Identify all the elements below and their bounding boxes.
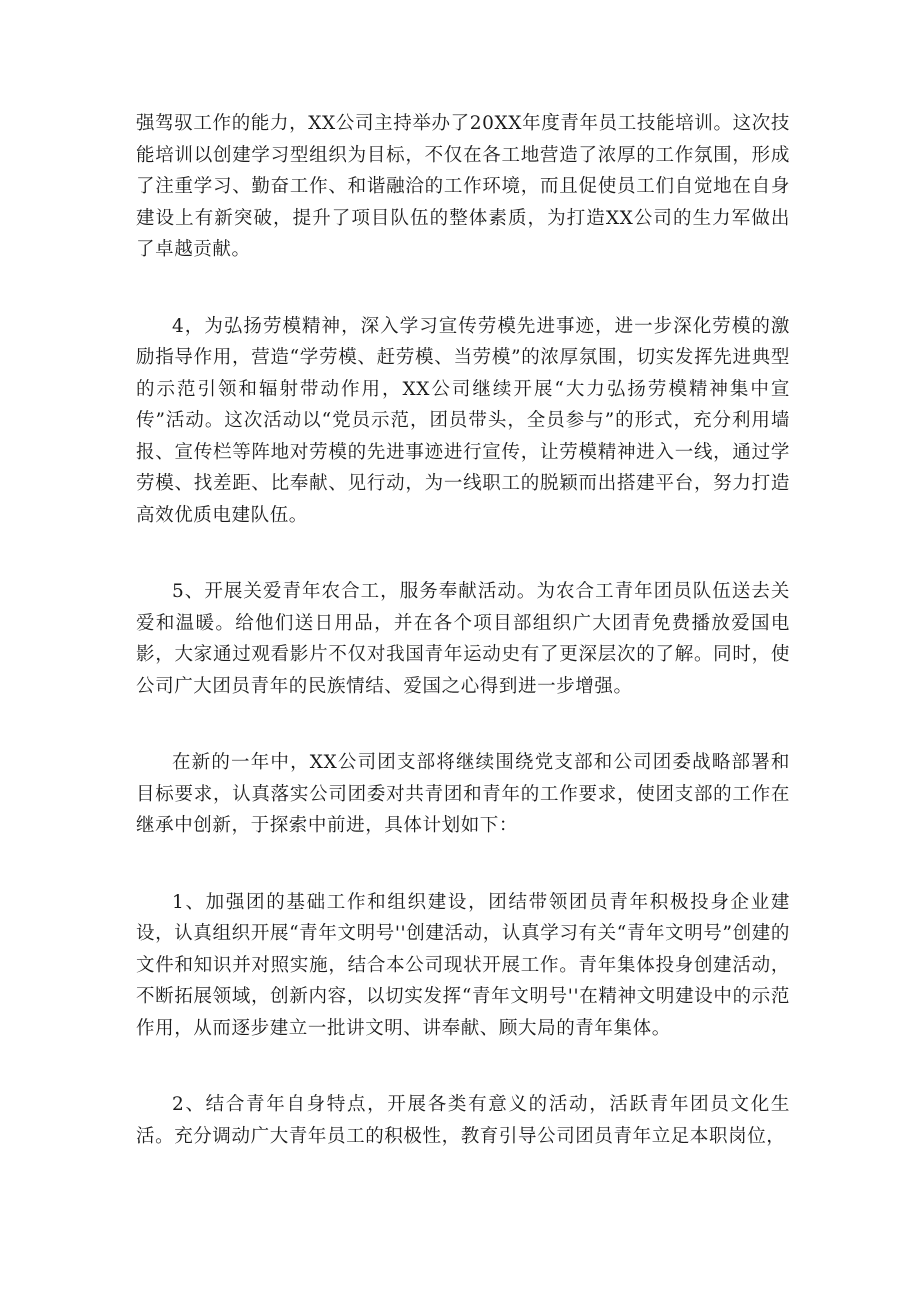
paragraph-item-5: 5、开展关爱青年农合工，服务奉献活动。为农合工青年团员队伍送去关爱和温暖。给他们送日用品，并在各个项目部组织广大团青免费播放爱国电影，大家通过观看影片不仅对我国青年运动史有了更深层次的了解。同时，使公司广大团员青年的民族情结、爱国之心得到进一步增强。 [136, 581, 790, 697]
paragraph-plan-1: 1、加强团的基础工作和组织建设，团结带领团员青年积极投身企业建设，认真组织开展“青年文明号''创建活动，认真学习有关“青年文明号”创建的文件和知识并对照实施，结合本公司现状开展工作。青年集体投身创建活动，不断拓展领域，创新内容，以切实发挥“青年文明号''在精神文明建设中的示范作用，从而逐步建立一批讲文明、讲奉献、顾大局的青年集体。 [136, 891, 790, 1039]
paragraph-new-year-plan: 在新的一年中，XX公司团支部将继续围绕党支部和公司团委战略部署和目标要求，认真落实公司团委对共青团和青年的工作要求，使团支部的工作在继承中创新，于探索中前进，具体计划如下： [136, 752, 790, 836]
document-body [136, 108, 790, 1152]
paragraph-item-4: 4，为弘扬劳模精神，深入学习宣传劳模先进事迹，进一步深化劳模的激励指导作用，营造“学劳模、赶劳模、当劳模”的浓厚氛围，切实发挥先进典型的示范引领和辐射带动作用，XX公司继续开展“大力弘扬劳模精神集中宣传”活动。这次活动以“党员示范，团员带头，全员参与”的形式，充分利用墙报、宣传栏等阵地对劳模的先进事迹进行宣传，让劳模精神进入一线，通过学劳模、找差距、比奉献、见行动，为一线职工的脱颖而出搭建平台，努力打造高效优质电建队伍。 [136, 315, 790, 526]
paragraph-continuation: 强驾驭工作的能力，XX公司主持举办了20XX年度青年员工技能培训。这次技能培训以创建学习型组织为目标，不仅在各工地营造了浓厚的工作氛围，形成了注重学习、勤奋工作、和谐融洽的工作环境，而且促使员工们自觉地在自身建设上有新突破，提升了项目队伍的整体素质，为打造XX公司的生力军做出了卓越贡献。 [136, 113, 790, 260]
paragraph-plan-2: 2、结合青年自身特点，开展各类有意义的活动，活跃青年团员文化生活。充分调动广大青年员工的积极性，教育引导公司团员青年立足本职岗位， [136, 1094, 790, 1147]
